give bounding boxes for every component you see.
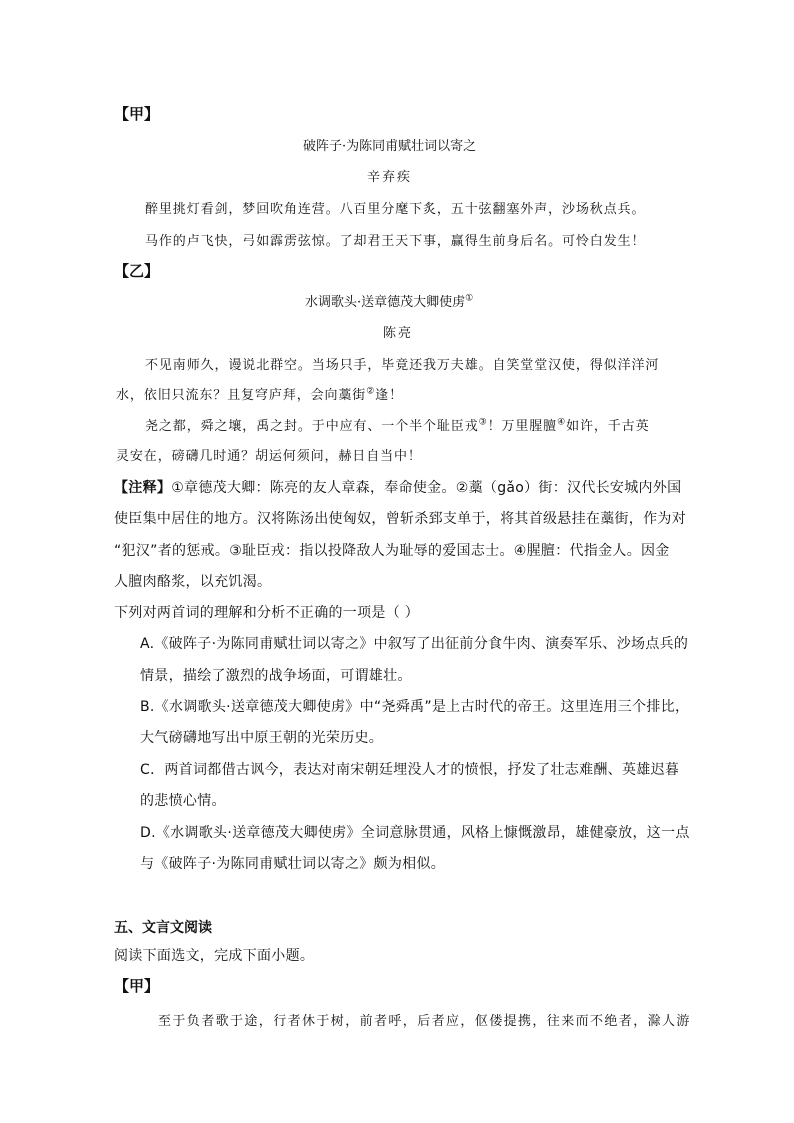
notes-line: 人膻肉酪浆，以充饥渴。 — [114, 574, 272, 590]
poem1-author: 辛弃疾 — [367, 170, 413, 185]
option-c: C．两首词都借古讽今，表达对南宋朝廷埋没人才的愤恨，抒发了壮志难酬、英雄迟暮 — [140, 762, 680, 778]
poem1-line: 醉里挑灯看剑，梦回吹角连营。八百里分麾下炙，五十弦翻塞外声，沙场秋点兵。 — [145, 202, 646, 217]
option-a: A.《破阵子·为陈同甫赋壮词以寄之》中叙写了出征前分食牛肉、演奏军乐、沙场点兵的 — [140, 636, 689, 652]
section-label-jia: 【甲】 — [114, 977, 160, 995]
footnote-mark: ④ — [557, 417, 567, 428]
section-label-jia: 【甲】 — [114, 105, 160, 123]
notes-line: “犯汉”者的惩戒。③耻臣戎：指以投降敌人为耻辱的爱国志士。④腥膻：代指金人。因金 — [114, 543, 670, 559]
notes-line: 【注释】①章德茂大卿：陈亮的友人章森，奉命使金。②藁（gǎo）街：汉代长安城内外国 — [114, 480, 682, 496]
poem1-line: 马作的卢飞快，弓如霹雳弦惊。了却君王天下事，赢得生前身后名。可怜白发生！ — [145, 234, 646, 249]
footnote-mark: ③ — [478, 417, 488, 428]
section-instruction: 阅读下面选文，完成下面小题。 — [114, 948, 315, 964]
notes-label: 【注释】 — [114, 480, 172, 496]
poem2-title: 水调歌头·送章德茂大卿使虏① — [305, 293, 474, 310]
section-heading: 五、文言文阅读 — [114, 920, 212, 936]
footnote-mark: ① — [465, 293, 474, 304]
footnote-mark: ② — [366, 386, 376, 397]
poem2-line: 水，依旧只流东？且复穹庐拜，会向藁街②逢！ — [116, 386, 403, 403]
option-d: D.《水调歌头·送章德茂大卿使虏》全词意脉贯通，风格上慷慨激昂，雄健豪放，这一点 — [140, 825, 690, 841]
notes-line: 使臣集中居住的地方。汉将陈汤出使匈奴，曾斩杀郅支单于，将其首级悬挂在藁街，作为对 — [114, 511, 686, 527]
option-a-cont: 情景，描绘了激烈的战争场面，可谓雄壮。 — [140, 668, 412, 684]
option-b: B.《水调歌头·送章德茂大卿使虏》中“尧舜禹”是上古时代的帝王。这里连用三个排比， — [140, 699, 690, 715]
classical-text-line: 至于负者歌于途，行者休于树，前者呼，后者应，伛偻提携，往来而不绝者，滁人游 — [158, 1014, 691, 1029]
section-label-yi: 【乙】 — [114, 262, 160, 280]
poem2-line: 灵安在，磅礴几时通？胡运何须问，赫日自当中！ — [116, 449, 422, 464]
poem2-line: 尧之都，舜之壤，禹之封。于中应有、一个半个耻臣戎③！万里腥膻④如许，千古英 — [145, 417, 650, 434]
question-stem: 下列对两首词的理解和分析不正确的一项是（ ） — [114, 605, 420, 621]
option-b-cont: 大气磅礴地写出中原王朝的光荣历史。 — [140, 730, 384, 746]
poem2-author: 陈亮 — [383, 326, 414, 341]
poem2-line: 不见南师久，谩说北群空。当场只手，毕竟还我万夫雄。自笑堂堂汉使，得似洋洋河 — [145, 358, 660, 373]
option-c-cont: 的悲愤心情。 — [140, 793, 226, 809]
poem1-title: 破阵子·为陈同甫赋壮词以寄之 — [303, 139, 477, 154]
option-d-cont: 与《破阵子·为陈同甫赋壮词以寄之》颇为相似。 — [140, 856, 446, 872]
